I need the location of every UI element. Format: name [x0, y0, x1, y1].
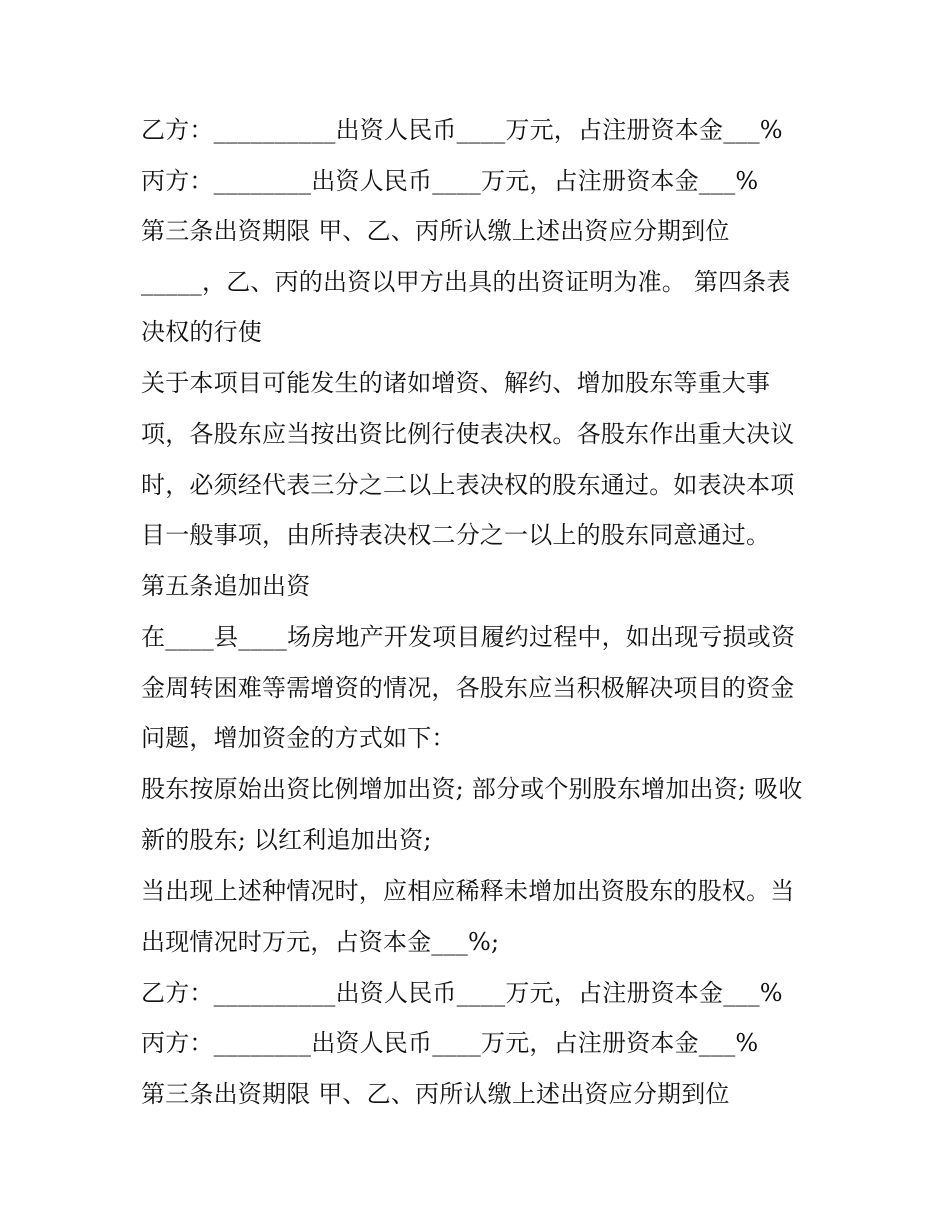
text-line: 问题，增加资金的方式如下：	[141, 724, 456, 752]
text-line: 在____县____场房地产开发项目履约过程中，如出现亏损或资	[141, 623, 796, 651]
text-line: 决权的行使	[141, 318, 262, 346]
text-line: 股东按原始出资比例增加出资; 部分或个别股东增加出资; 吸收	[141, 775, 803, 803]
text-line: 乙方：__________出资人民币____万元，占注册资本金___%	[141, 979, 783, 1007]
text-line: 关于本项目可能发生的诸如增资、解约、增加股东等重大事	[141, 369, 771, 397]
text-line: 项，各股东应当按出资比例行使表决权。各股东作出重大决议	[141, 420, 795, 448]
text-line: 丙方：________出资人民币____万元，占注册资本金___%	[141, 1029, 759, 1057]
section-heading: 第五条追加出资	[141, 572, 311, 600]
text-line: 第三条出资期限 甲、乙、丙所认缴上述出资应分期到位	[141, 217, 730, 245]
text-line: 金周转困难等需增资的情况，各股东应当积极解决项目的资金	[141, 674, 795, 702]
text-line: 新的股东; 以红利追加出资;	[141, 826, 432, 854]
text-line: _____，乙、丙的出资以甲方出具的出资证明为准。 第四条表	[141, 268, 791, 296]
text-line: 乙方：__________出资人民币____万元，占注册资本金___%	[141, 116, 783, 144]
text-line: 出现情况时万元，占资本金___%;	[141, 928, 500, 956]
text-line: 丙方：________出资人民币____万元，占注册资本金___%	[141, 167, 759, 195]
text-line: 时，必须经代表三分之二以上表决权的股东通过。如表决本项	[141, 471, 795, 499]
text-line: 第三条出资期限 甲、乙、丙所认缴上述出资应分期到位	[141, 1080, 730, 1108]
text-line: 目一般事项，由所持表决权二分之一以上的股东同意通过。	[141, 521, 771, 549]
text-line: 当出现上述种情况时，应相应稀释未增加出资股东的股权。当	[141, 877, 795, 905]
